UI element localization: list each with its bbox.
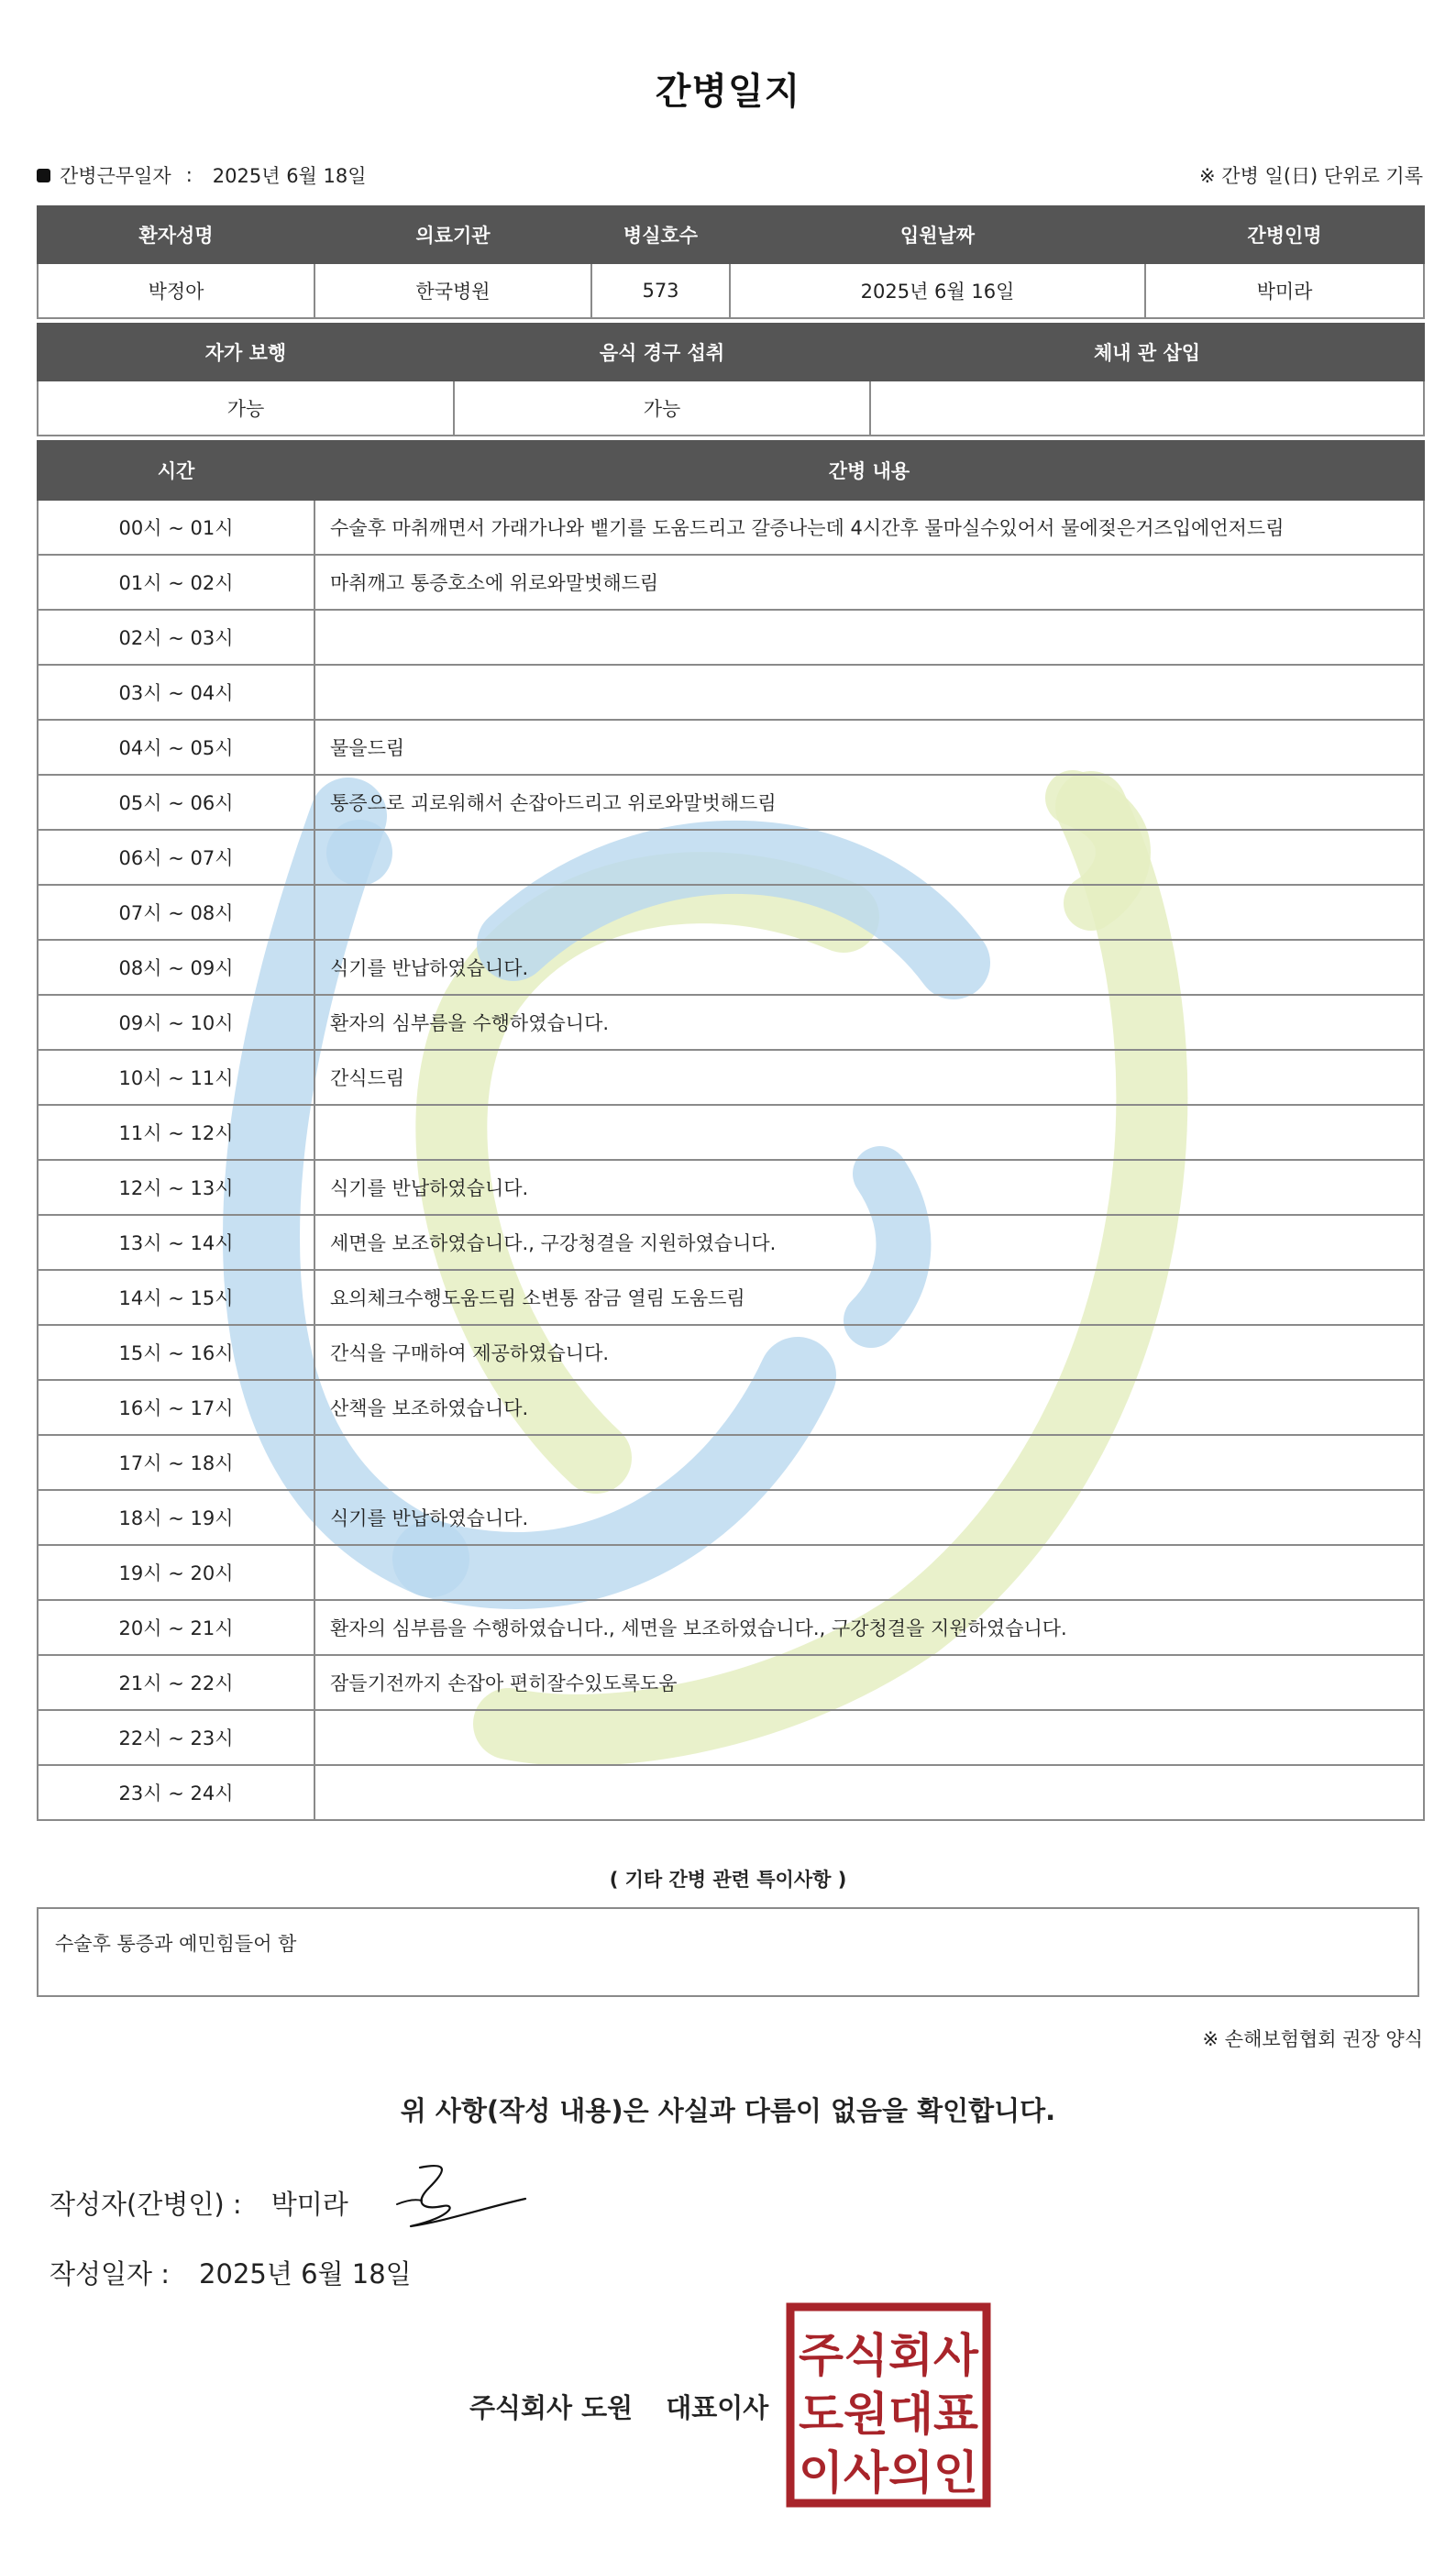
care-log-note: 산책을 보조하였습니다. [314, 1380, 1424, 1435]
care-log-row [38, 1600, 1424, 1655]
care-log-time: 01시 ~ 02시 [38, 555, 314, 610]
care-log-time: 02시 ~ 03시 [38, 610, 314, 665]
care-log-row [38, 830, 1424, 885]
document-title: 간병일지 [655, 71, 801, 113]
care-log-note: 세면을 보조하였습니다., 구강청결을 지원하였습니다. [314, 1215, 1424, 1270]
company-line [469, 2388, 768, 2425]
care-log-note [314, 1710, 1424, 1765]
patient-info-header-row [38, 206, 1424, 263]
care-log-row [38, 940, 1424, 995]
work-date-separator: : [185, 164, 193, 186]
remarks-content: 수술후 통증과 예민힘들어 함 [55, 1933, 297, 1955]
care-log-note: 마취깨고 통증호소에 위로와말벗해드림 [314, 555, 1424, 610]
svg-text:주식회사: 주식회사 [799, 2329, 979, 2382]
unit-note: ※ 간병 일(日) 단위로 기록 [1199, 165, 1423, 187]
care-log-note [314, 1105, 1424, 1160]
header-time: 시간 [38, 441, 314, 500]
care-log-row [38, 1215, 1424, 1270]
care-log-time: 11시 ~ 12시 [38, 1105, 314, 1160]
care-log-note: 요의체크수행도움드림 소변통 잠금 열림 도움드림 [314, 1270, 1424, 1325]
care-log-row [38, 1050, 1424, 1105]
signature-icon [392, 2160, 530, 2234]
writer-name: 박미라 [270, 2189, 348, 2220]
care-log-time: 09시 ~ 10시 [38, 995, 314, 1050]
company-name: 주식회사 도원 [469, 2392, 634, 2423]
care-log-time: 16시 ~ 17시 [38, 1380, 314, 1435]
care-log-note: 식기를 반납하였습니다. [314, 1490, 1424, 1545]
care-log-note: 환자의 심부름을 수행하였습니다. [314, 995, 1424, 1050]
patient-status-table [37, 323, 1425, 436]
care-log-time: 23시 ~ 24시 [38, 1765, 314, 1820]
work-date-value: 2025년 6월 18일 [212, 165, 367, 187]
care-log-note: 잠들기전까지 손잡아 편히잘수있도록도움 [314, 1655, 1424, 1710]
care-log-row [38, 1270, 1424, 1325]
care-log-time: 03시 ~ 04시 [38, 665, 314, 720]
hospital-name: 한국병원 [314, 263, 591, 318]
care-log-note [314, 885, 1424, 940]
patient-info-table [37, 205, 1425, 319]
bullet-square-icon [37, 169, 50, 182]
care-log-row [38, 1105, 1424, 1160]
care-log-note: 간식드림 [314, 1050, 1424, 1105]
caregiver-name: 박미라 [1145, 263, 1424, 318]
remarks-box [37, 1907, 1419, 1997]
care-log-time: 19시 ~ 20시 [38, 1545, 314, 1600]
care-log-time: 00시 ~ 01시 [38, 500, 314, 555]
writer-label: 작성자(간병인) : [50, 2189, 242, 2220]
care-log-time: 07시 ~ 08시 [38, 885, 314, 940]
care-log-note [314, 830, 1424, 885]
svg-text:도원대표: 도원대표 [799, 2388, 979, 2441]
confirmation-statement: 위 사항(작성 내용)은 사실과 다름이 없음을 확인합니다. [400, 2095, 1056, 2126]
care-log-note: 식기를 반납하였습니다. [314, 940, 1424, 995]
care-log-row [38, 1710, 1424, 1765]
care-log-time: 15시 ~ 16시 [38, 1325, 314, 1380]
header-patient-name: 환자성명 [38, 206, 314, 263]
care-log-row [38, 1765, 1424, 1820]
care-log-row [38, 1545, 1424, 1600]
care-log-note [314, 665, 1424, 720]
care-log-row [38, 500, 1424, 555]
care-log-time: 21시 ~ 22시 [38, 1655, 314, 1710]
written-date-label: 작성일자 : [50, 2258, 171, 2290]
care-log-header-row [38, 441, 1424, 500]
header-self-walking: 자가 보행 [38, 324, 454, 381]
care-log-time: 22시 ~ 23시 [38, 1710, 314, 1765]
care-log-time: 14시 ~ 15시 [38, 1270, 314, 1325]
written-date-line [50, 2254, 412, 2291]
care-log-note: 수술후 마취깨면서 가래가나와 뱉기를 도움드리고 갈증나는데 4시간후 물마실수있어서 물에젖은거즈입에언저드림 [314, 500, 1424, 555]
remarks-title: ( 기타 간병 관련 특이사항 ) [609, 1869, 847, 1891]
care-log-note [314, 1545, 1424, 1600]
care-log-row [38, 1160, 1424, 1215]
care-log-row [38, 610, 1424, 665]
admission-date: 2025년 6월 16일 [730, 263, 1145, 318]
work-date-label: 간병근무일자 [60, 165, 171, 187]
care-log-note [314, 610, 1424, 665]
care-log-note: 식기를 반납하였습니다. [314, 1160, 1424, 1215]
header-hospital: 의료기관 [314, 206, 591, 263]
representative-title: 대표이사 [666, 2392, 769, 2423]
care-log-row [38, 885, 1424, 940]
recommend-note: ※ 손해보험협회 권장 양식 [1202, 2028, 1423, 2050]
care-log-row [38, 1490, 1424, 1545]
care-log-time: 12시 ~ 13시 [38, 1160, 314, 1215]
patient-info-value-row [38, 263, 1424, 318]
care-log-note [314, 1765, 1424, 1820]
care-log-time: 20시 ~ 21시 [38, 1600, 314, 1655]
care-log-time: 04시 ~ 05시 [38, 720, 314, 775]
care-log-row [38, 1655, 1424, 1710]
tube-insertion-value [870, 381, 1424, 436]
room-number: 573 [591, 263, 730, 318]
care-log-note: 간식을 구매하여 제공하였습니다. [314, 1325, 1424, 1380]
svg-text:이사의인: 이사의인 [799, 2446, 978, 2499]
care-log-row [38, 665, 1424, 720]
care-log-note: 물을드림 [314, 720, 1424, 775]
header-room-number: 병실호수 [591, 206, 730, 263]
oral-intake-value: 가능 [454, 381, 870, 436]
care-log-time: 10시 ~ 11시 [38, 1050, 314, 1105]
writer-line [50, 2184, 348, 2222]
care-log-note: 통증으로 괴로워해서 손잡아드리고 위로와말벗해드림 [314, 775, 1424, 830]
self-walking-value: 가능 [38, 381, 454, 436]
care-log-time: 06시 ~ 07시 [38, 830, 314, 885]
care-log-row [38, 1380, 1424, 1435]
care-log-time: 17시 ~ 18시 [38, 1435, 314, 1490]
care-log-row [38, 555, 1424, 610]
care-log-time: 08시 ~ 09시 [38, 940, 314, 995]
care-log-row [38, 1435, 1424, 1490]
care-log-note: 환자의 심부름을 수행하였습니다., 세면을 보조하였습니다., 구강청결을 지원하였습니다. [314, 1600, 1424, 1655]
written-date-value: 2025년 6월 18일 [199, 2258, 412, 2290]
work-date-line [37, 161, 367, 189]
header-oral-intake: 음식 경구 섭취 [454, 324, 870, 381]
care-log-row [38, 995, 1424, 1050]
care-log-row [38, 775, 1424, 830]
header-tube-insertion: 체내 관 삽입 [870, 324, 1424, 381]
patient-name: 박정아 [38, 263, 314, 318]
status-header-row [38, 324, 1424, 381]
header-admission-date: 입원날짜 [730, 206, 1145, 263]
care-log-table [37, 440, 1425, 1821]
care-log-row [38, 1325, 1424, 1380]
care-log-row [38, 720, 1424, 775]
care-log-time: 05시 ~ 06시 [38, 775, 314, 830]
header-care-content: 간병 내용 [314, 441, 1424, 500]
header-caregiver-name: 간병인명 [1145, 206, 1424, 263]
care-log-time: 18시 ~ 19시 [38, 1490, 314, 1545]
company-seal-stamp [785, 2301, 992, 2509]
care-log-note [314, 1435, 1424, 1490]
status-value-row [38, 381, 1424, 436]
care-log-time: 13시 ~ 14시 [38, 1215, 314, 1270]
